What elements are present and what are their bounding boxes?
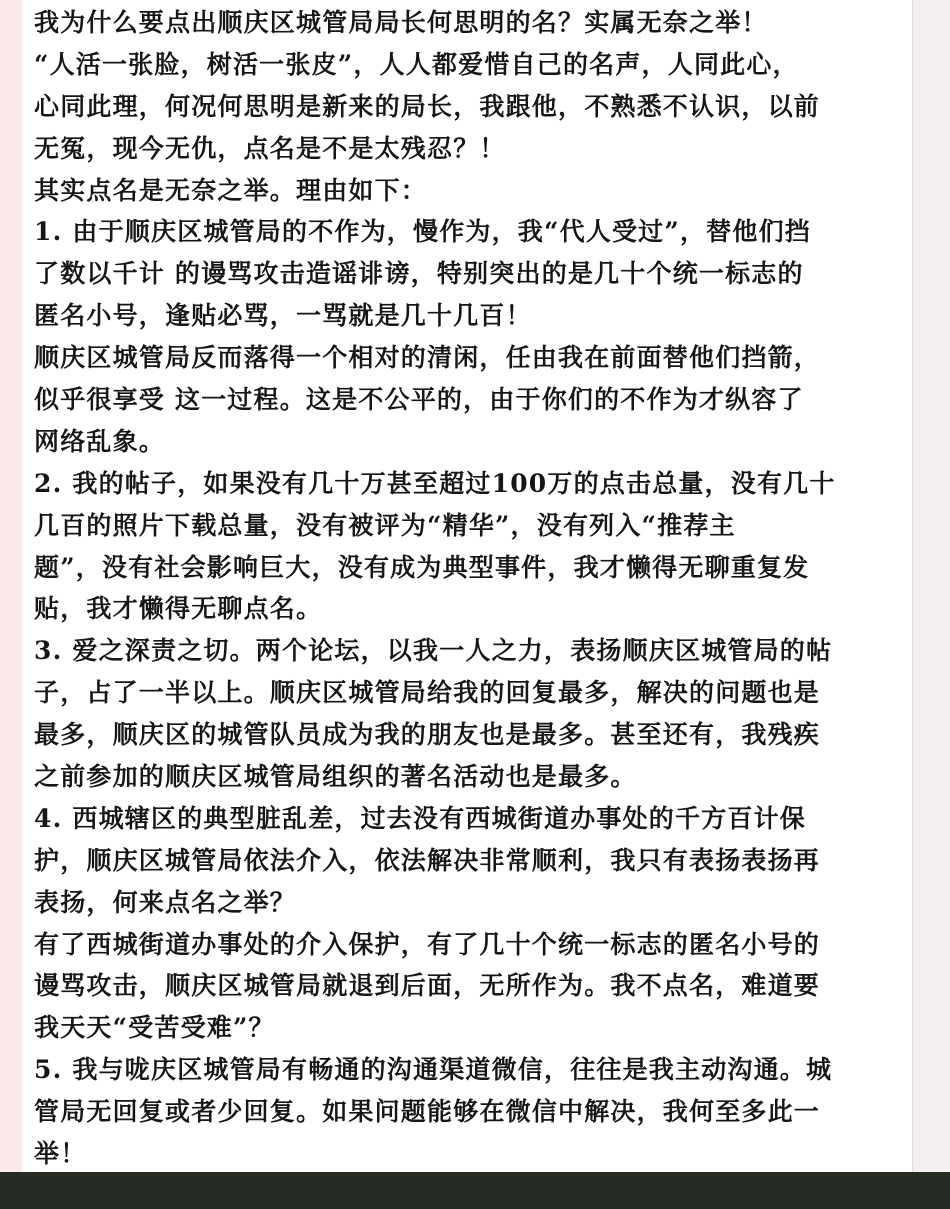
text-line: 我为什么要点出顺庆区城管局局长何思明的名？实属无奈之举！ (34, 8, 768, 37)
text-line: 最多，顺庆区的城管队员成为我的朋友也是最多。甚至还有，我残疾 (34, 720, 821, 750)
text-line: 谩骂攻击，顺庆区城管局就退到后面，无所作为。我不点名，难道要 (34, 971, 821, 1001)
article-body (34, 2, 902, 1175)
text-line: 1. 由于顺庆区城管局的不作为，慢作为，我“代人受过”，替他们挡 (34, 217, 811, 247)
text-line: 题”，没有社会影响巨大，没有成为典型事件，我才懒得无聊重复发 (34, 552, 810, 582)
text-line: 顺庆区城管局反而落得一个相对的清闲，任由我在前面替他们挡箭， (34, 343, 821, 373)
text-line: 心同此理，何况何思明是新来的局长，我跟他，不熟悉不认识，以前 (34, 91, 821, 121)
text-line: 匿名小号，逢贴必骂，一骂就是几十几百！ (34, 301, 532, 331)
text-line: 我天天“受苦受难”？ (34, 1013, 275, 1043)
text-line: 3. 爱之深责之切。两个论坛，以我一人之力，表扬顺庆区城管局的帖 (34, 636, 833, 666)
text-line: 其实点名是无奈之举。理由如下： (34, 175, 428, 205)
document-page (22, 0, 913, 1172)
text-line: 护，顺庆区城管局依法介入，依法解决非常顺利，我只有表扬表扬再 (34, 845, 821, 875)
text-line: 子，占了一半以上。顺庆区城管局给我的回复最多，解决的问题也是 (34, 678, 821, 708)
text-line: 5. 我与咙庆区城管局有畅通的沟通渠道微信，往往是我主动沟通。城 (34, 1055, 833, 1085)
text-line: 管局无回复或者少回复。如果问题能够在微信中解决，我何至多此一 (34, 1097, 821, 1127)
text-line: 几百的照片下载总量，没有被评为“精华”，没有列入“推荐主 (34, 510, 736, 540)
text-line: 了数以千计 的谩骂攻击造谣诽谤，特别突出的是几十个统一标志的 (34, 259, 804, 289)
text-line: 无冤，现今无仇，点名是不是太残忍？！ (34, 133, 506, 163)
left-margin (0, 0, 22, 1172)
text-line: 4. 西城辖区的典型脏乱差，过去没有西城街道办事处的千方百计保 (34, 803, 807, 833)
text-line: 举！ (34, 1139, 87, 1169)
text-line: 似乎很享受 这一过程。这是不公平的，由于你们的不作为才纵容了 (34, 385, 804, 415)
right-margin (912, 0, 950, 1172)
bottom-bar (0, 1172, 950, 1209)
text-line: “人活一张脸，树活一张皮”，人人都爱惜自己的名声，人同此心， (34, 49, 799, 79)
text-line: 网络乱象。 (34, 426, 166, 456)
text-line: 2. 我的帖子，如果没有几十万甚至超过100万的点击总量，没有几十 (34, 468, 836, 498)
text-line: 表扬，何来点名之举？ (34, 887, 297, 917)
text-line: 之前参加的顺庆区城管局组织的著名活动也是最多。 (34, 762, 637, 792)
text-line: 贴，我才懒得无聊点名。 (34, 594, 323, 624)
text-line: 有了西城街道办事处的介入保护，有了几十个统一标志的匿名小号的 (34, 929, 821, 959)
